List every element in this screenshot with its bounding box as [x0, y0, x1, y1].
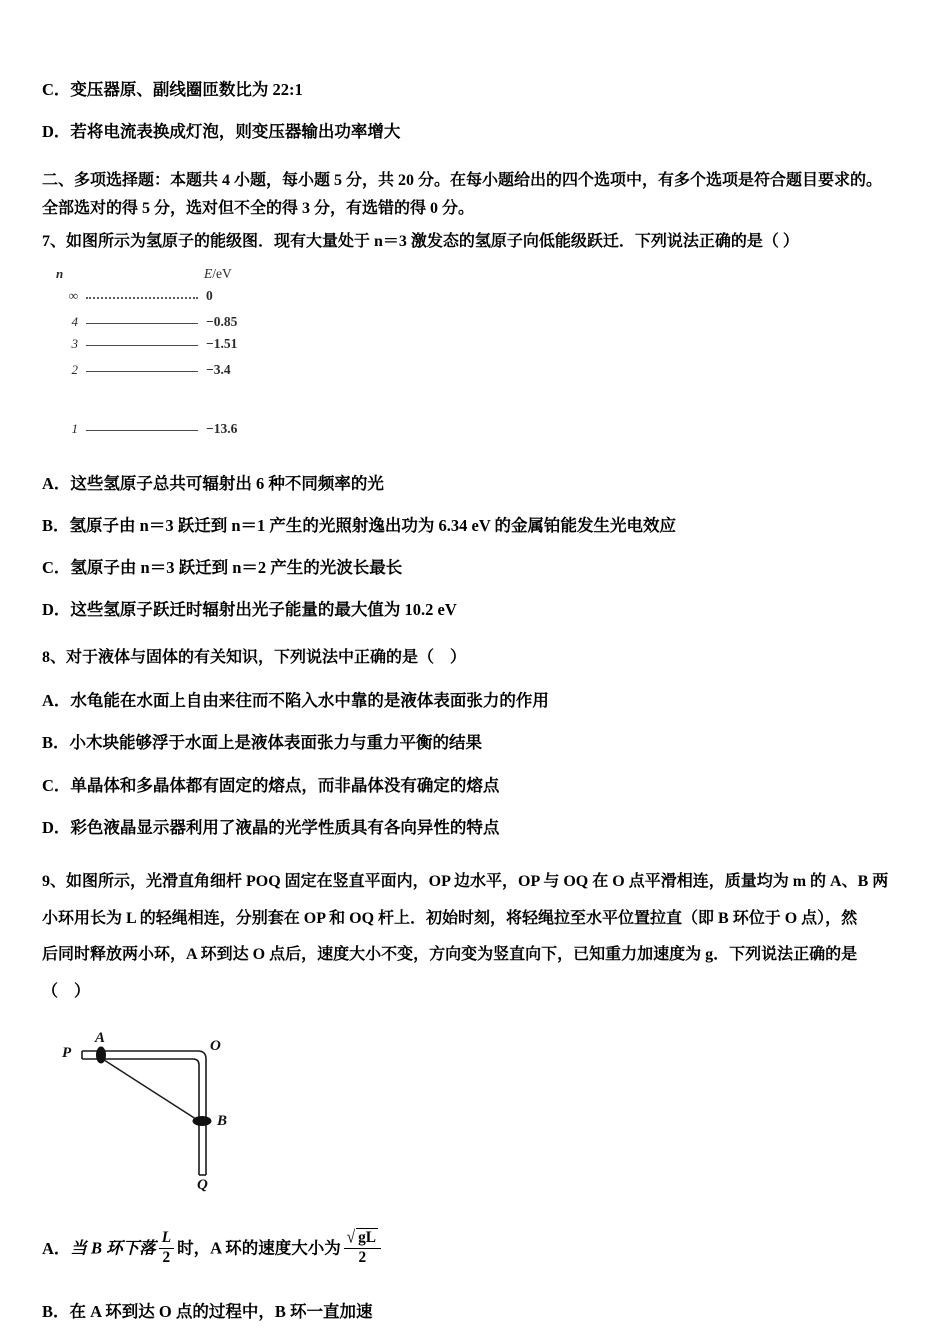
question-9-stem-text-1: 如图所示，光滑直角细杆 POQ 固定在竖直平面内，OP 边水平，OP 与 OQ 在 O 点平滑相连，质量均为 m 的 A、B 两	[66, 872, 889, 890]
question-8-option-a-label: A．	[42, 691, 71, 711]
question-7-option-a	[42, 472, 914, 495]
question-9-option-b-label: B．	[42, 1302, 70, 1322]
section-heading-line2: 全部选对的得 5 分，选对但不全的得 3 分，有选错的得 0 分。	[42, 200, 475, 218]
fraction-sqrt-gl-numerator	[344, 1228, 381, 1249]
energy-level-n-inf: ∞	[68, 288, 78, 303]
energy-level-n-4: 4	[71, 314, 78, 329]
question-7-option-c-label: C．	[42, 558, 71, 578]
question-8-option-c	[42, 774, 914, 797]
question-8-option-a-text: 水龟能在水面上自由来往而不陷入水中靠的是液体表面张力的作用	[70, 691, 549, 711]
energy-diagram-n-header: n	[56, 266, 64, 281]
energy-level-value-3: −1.51	[206, 336, 238, 351]
question-7-option-c	[42, 556, 914, 579]
fraction-l-over-2	[159, 1230, 174, 1266]
question-7-number: 7、	[42, 233, 67, 250]
question-8-option-d-text: 彩色液晶显示器利用了液晶的光学性质具有各向异性的特点	[70, 817, 500, 837]
question-8-option-a	[42, 689, 914, 712]
energy-level-line-3	[86, 345, 198, 346]
label-p: P	[62, 1044, 72, 1061]
label-o: O	[210, 1037, 221, 1054]
question-7-option-d	[42, 598, 914, 621]
energy-level-n-1: 1	[71, 421, 78, 436]
question-9-stem-line-3: 后同时释放两小环，A 环到达 O 点后，速度大小不变，方向变为竖直向下，已知重力加速度为 g．下列说法正确的是	[42, 946, 858, 964]
energy-level-value-1: −13.6	[206, 421, 238, 436]
poq-rod-diagram	[60, 1025, 310, 1210]
energy-diagram-e-header: E/eV	[204, 266, 232, 281]
label-b: B	[217, 1112, 228, 1129]
energy-level-line-2	[86, 371, 198, 372]
prev-option-d-label: D．	[42, 122, 71, 142]
question-9-option-a-text-before: 当 B 环下落	[70, 1238, 156, 1258]
poq-rod-svg	[60, 1025, 310, 1195]
question-7-stem-text: 如图所示为氢原子的能级图．现有大量处于 n＝3 激发态的氢原子向低能级跃迁．下列说法正确的是（ ）	[66, 233, 799, 250]
prev-option-d-text: 若将电流表换成灯泡，则变压器输出功率增大	[70, 122, 401, 142]
question-9-option-a-label: A．	[42, 1238, 71, 1258]
question-7-option-a-label: A．	[42, 474, 71, 493]
question-8-stem-text: 对于液体与固体的有关知识，下列说法中正确的是（ ）	[66, 649, 467, 667]
question-8-number: 8、	[42, 649, 67, 667]
connecting-string	[101, 1058, 199, 1121]
fraction-sqrt-gl-denominator: 2	[358, 1248, 367, 1266]
page-content	[42, 78, 914, 1342]
question-9-stem-line-1	[42, 864, 914, 901]
energy-level-n-2: 2	[71, 362, 78, 377]
fraction-sqrt-gl-radicand: gL	[358, 1228, 377, 1246]
rod-inner-edge	[82, 1059, 199, 1175]
energy-level-value-inf: 0	[206, 288, 213, 303]
question-9-number: 9、	[42, 872, 67, 890]
question-7-option-d-text: 这些氢原子跃迁时辐射出光子能量的最大值为 10.2 eV	[70, 600, 457, 620]
question-7-option-d-label: D．	[42, 600, 71, 620]
fraction-sqrt-gl-over-2	[344, 1228, 381, 1266]
prev-option-c-label: C．	[42, 80, 71, 99]
question-8-option-b-text: 小木块能够浮于水面上是液体表面张力与重力平衡的结果	[69, 733, 483, 753]
radical-sign-icon: √	[346, 1227, 356, 1248]
energy-level-line-4	[86, 323, 198, 324]
question-8-option-d	[42, 816, 914, 839]
prev-option-c	[42, 78, 914, 101]
ring-a	[97, 1047, 106, 1063]
question-8-option-c-label: C．	[42, 775, 71, 795]
question-9-option-b-text: 在 A 环到达 O 点的过程中，B 环一直加速	[69, 1302, 373, 1322]
prev-option-c-text: 变压器原、副线圈匝数比为 22:1	[70, 80, 303, 99]
fraction-l-over-2-numerator: L	[159, 1230, 174, 1249]
question-9-stem-line-2: 小环用长为 L 的轻绳相连，分别套在 OP 和 OQ 杆上．初始时刻，将轻绳拉至水平位置拉直（即 B 环位于 O 点），然	[42, 909, 858, 927]
energy-level-line-1	[86, 430, 198, 431]
question-9-option-b	[42, 1300, 914, 1323]
label-a: A	[95, 1029, 106, 1046]
question-7-option-b	[42, 514, 914, 537]
question-9-option-a	[42, 1228, 914, 1266]
question-7-option-a-text: 这些氢原子总共可辐射出 6 种不同频率的光	[70, 474, 384, 493]
energy-level-value-2: −3.4	[206, 362, 231, 377]
question-8-stem	[42, 646, 914, 670]
section-heading-line1: 二、多项选择题：本题共 4 小题，每小题 5 分，共 20 分。在每小题给出的四个选项中，有多个选项是符合题目要求的。	[42, 172, 883, 190]
question-7-option-b-text: 氢原子由 n＝3 跃迁到 n＝1 产生的光照射逸出功为 6.34 eV 的金属铂能发生光电效应	[69, 516, 677, 536]
energy-level-n-3: 3	[71, 336, 78, 351]
question-7-stem	[42, 230, 914, 254]
prev-option-d	[42, 120, 914, 143]
question-7-option-c-text: 氢原子由 n＝3 跃迁到 n＝2 产生的光波长最长	[70, 558, 403, 578]
energy-level-line-inf	[86, 297, 198, 299]
hydrogen-energy-level-diagram	[56, 266, 306, 446]
label-q: Q	[197, 1176, 208, 1193]
question-8-option-b-label: B．	[42, 733, 70, 753]
question-8-option-b	[42, 731, 914, 754]
question-9-option-a-text-middle: 时，A 环的速度大小为	[177, 1238, 341, 1258]
question-7-option-b-label: B．	[42, 516, 70, 536]
fraction-l-over-2-denominator: 2	[162, 1248, 171, 1266]
question-8-option-c-text: 单晶体和多晶体都有固定的熔点，而非晶体没有确定的熔点	[70, 775, 500, 795]
question-8-option-d-label: D．	[42, 817, 71, 837]
ring-b	[193, 1116, 211, 1125]
question-9-stem-line-4: （ ）	[42, 983, 91, 1001]
energy-level-value-4: −0.85	[206, 314, 238, 329]
